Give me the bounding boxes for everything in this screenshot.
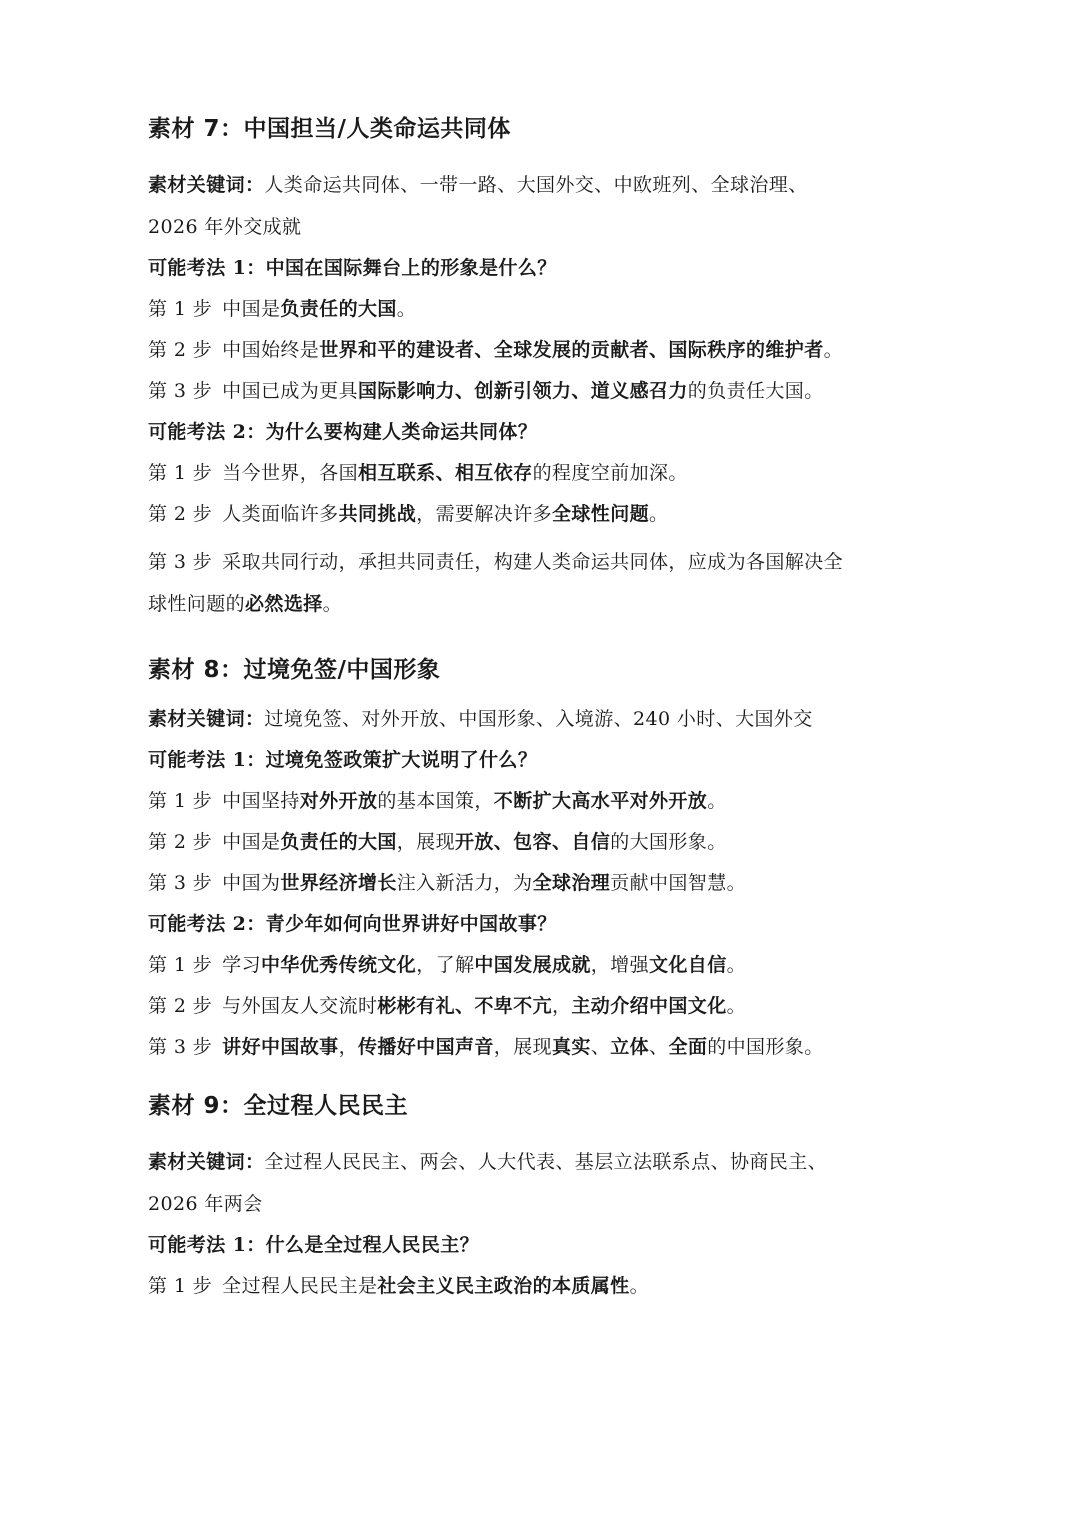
step-text: 中国始终是 [222, 339, 320, 361]
question-heading: 可能考法 1：过境免签政策扩大说明了什么？ [148, 749, 538, 771]
step-number: 第 1 步 [148, 790, 213, 812]
step-text: 学习 [222, 954, 261, 976]
step-text: 。 [726, 995, 746, 1017]
step-number: 第 1 步 [148, 954, 213, 976]
step-text: 中国是 [222, 831, 281, 853]
step-text: 中国为 [222, 872, 281, 894]
step-line [148, 869, 938, 897]
step-emphasis: 对外开放 [299, 790, 378, 812]
step-text: 中国是 [222, 298, 281, 320]
question-heading: 可能考法 2：青少年如何向世界讲好中国故事？ [148, 913, 557, 935]
keywords-label: 素材关键词： [148, 1151, 265, 1173]
step-text: ，展现 [493, 1036, 552, 1058]
step-emphasis: 文化自信 [649, 954, 727, 976]
step-line [148, 1033, 938, 1061]
step-text: 全过程人民民主是 [222, 1275, 378, 1297]
keywords-line [148, 705, 938, 733]
step-text: 。 [649, 503, 669, 525]
step-number: 第 3 步 [148, 872, 213, 894]
step-text: ，了解 [416, 954, 475, 976]
step-text: ， [338, 1036, 358, 1058]
step-text: 。 [823, 339, 843, 361]
step-text: 、 [649, 1036, 669, 1058]
step-text: 中国坚持 [222, 790, 300, 812]
step-emphasis: 主动介绍中国文化 [571, 995, 727, 1017]
section-material-8 [148, 653, 938, 1061]
step-text: 。 [707, 790, 727, 812]
step-line [148, 459, 938, 487]
step-text: 与外国友人交流时 [222, 995, 378, 1017]
step-line-continued [148, 583, 938, 625]
step-line [148, 1272, 938, 1300]
step-number: 第 1 步 [148, 1275, 213, 1297]
step-text: 。 [396, 298, 417, 320]
keywords-text: 人类命运共同体、一带一路、大国外交、中欧班列、全球治理、 [264, 174, 808, 196]
step-emphasis: 立体 [610, 1036, 650, 1058]
step-number: 第 2 步 [148, 503, 213, 525]
step-text: 注入新活力，为 [396, 872, 533, 894]
keywords-line-continued: 2026 年两会 [148, 1193, 263, 1215]
step-line [148, 336, 938, 364]
section-title: 素材 7：中国担当/人类命运共同体 [148, 116, 511, 142]
section-material-9 [148, 1089, 938, 1300]
step-number: 第 1 步 [148, 462, 213, 484]
keywords-text: 过境免签、对外开放、中国形象、入境游、240 小时、大国外交 [264, 708, 813, 730]
step-text: 中国已成为更具 [222, 380, 358, 402]
step-text: 当今世界，各国 [222, 462, 358, 484]
step-line [148, 500, 938, 528]
section-title: 素材 9：全过程人民民主 [148, 1093, 409, 1119]
step-number: 第 2 步 [148, 995, 213, 1017]
step-text: 。 [322, 593, 343, 615]
step-text: 球性问题的 [148, 593, 246, 615]
keywords-label: 素材关键词： [148, 174, 265, 196]
step-text: 。 [726, 954, 747, 976]
keywords-line-continued: 2026 年外交成就 [148, 216, 302, 238]
step-text: 的基本国策， [377, 790, 494, 812]
step-emphasis: 负责任的大国 [280, 831, 397, 853]
question-heading: 可能考法 1：什么是全过程人民民主？ [148, 1234, 480, 1256]
document-page [148, 112, 938, 1313]
step-emphasis: 共同挑战 [338, 503, 417, 525]
step-emphasis: 全面 [668, 1036, 708, 1058]
step-number: 第 2 步 [148, 831, 213, 853]
question-heading: 可能考法 2：为什么要构建人类命运共同体？ [148, 421, 538, 443]
keywords-line [148, 164, 938, 206]
step-text: 的大国形象。 [610, 831, 727, 853]
step-emphasis: 开放、包容、自信 [454, 831, 611, 853]
step-line [148, 295, 938, 323]
step-line [148, 787, 938, 815]
step-emphasis: 不断扩大高水平对外开放 [493, 790, 708, 812]
step-text: ，展现 [396, 831, 455, 853]
question-heading: 可能考法 1：中国在国际舞台上的形象是什么？ [148, 257, 557, 279]
step-text: ，增强 [590, 954, 649, 976]
step-number: 第 3 步 [148, 551, 213, 573]
section-material-7 [148, 112, 938, 625]
step-emphasis: 世界和平的建设者、全球发展的贡献者、国际秩序的维护者 [319, 339, 824, 361]
step-emphasis: 世界经济增长 [280, 872, 397, 894]
step-emphasis: 负责任的大国 [280, 298, 397, 320]
step-line [148, 377, 938, 405]
step-emphasis: 相互联系、相互依存 [357, 462, 533, 484]
step-emphasis: 中华优秀传统文化 [260, 954, 417, 976]
step-line [148, 992, 938, 1020]
step-emphasis: 中国发展成就 [474, 954, 591, 976]
keywords-text: 全过程人民民主、两会、人大代表、基层立法联系点、协商民主、 [264, 1151, 828, 1173]
step-text: 人类面临许多 [222, 503, 339, 525]
step-number: 第 2 步 [148, 339, 213, 361]
keywords-label: 素材关键词： [148, 708, 265, 730]
step-emphasis: 社会主义民主政治的本质属性 [377, 1275, 630, 1297]
step-text: 。 [629, 1275, 649, 1297]
step-emphasis: 国际影响力、创新引领力、道义感召力 [357, 380, 688, 402]
step-emphasis: 真实 [552, 1036, 591, 1058]
step-text: 贡献中国智慧。 [610, 872, 747, 894]
step-line [148, 951, 938, 979]
step-emphasis: 全球治理 [532, 872, 611, 894]
step-text: 采取共同行动，承担共同责任，构建人类命运共同体，应成为各国解决全 [222, 551, 843, 573]
step-emphasis: 全球性问题 [552, 503, 650, 525]
step-text: 、 [590, 1036, 611, 1058]
step-text: 的负责任大国。 [687, 380, 824, 402]
step-emphasis: 彬彬有礼、不卑不亢 [377, 995, 552, 1017]
step-number: 第 3 步 [148, 380, 213, 402]
section-title: 素材 8：过境免签/中国形象 [148, 657, 441, 683]
step-line [148, 541, 938, 583]
step-emphasis: 传播好中国声音 [357, 1036, 494, 1058]
step-text: 的中国形象。 [707, 1036, 824, 1058]
step-text: ，需要解决许多 [416, 503, 552, 525]
step-number: 第 1 步 [148, 298, 213, 320]
keywords-line [148, 1141, 938, 1183]
step-text: 的程度空前加深。 [532, 462, 688, 484]
step-text: ， [551, 995, 572, 1017]
step-emphasis: 讲好中国故事 [222, 1036, 339, 1058]
step-emphasis: 必然选择 [245, 593, 323, 615]
step-number: 第 3 步 [148, 1036, 213, 1058]
step-line [148, 828, 938, 856]
